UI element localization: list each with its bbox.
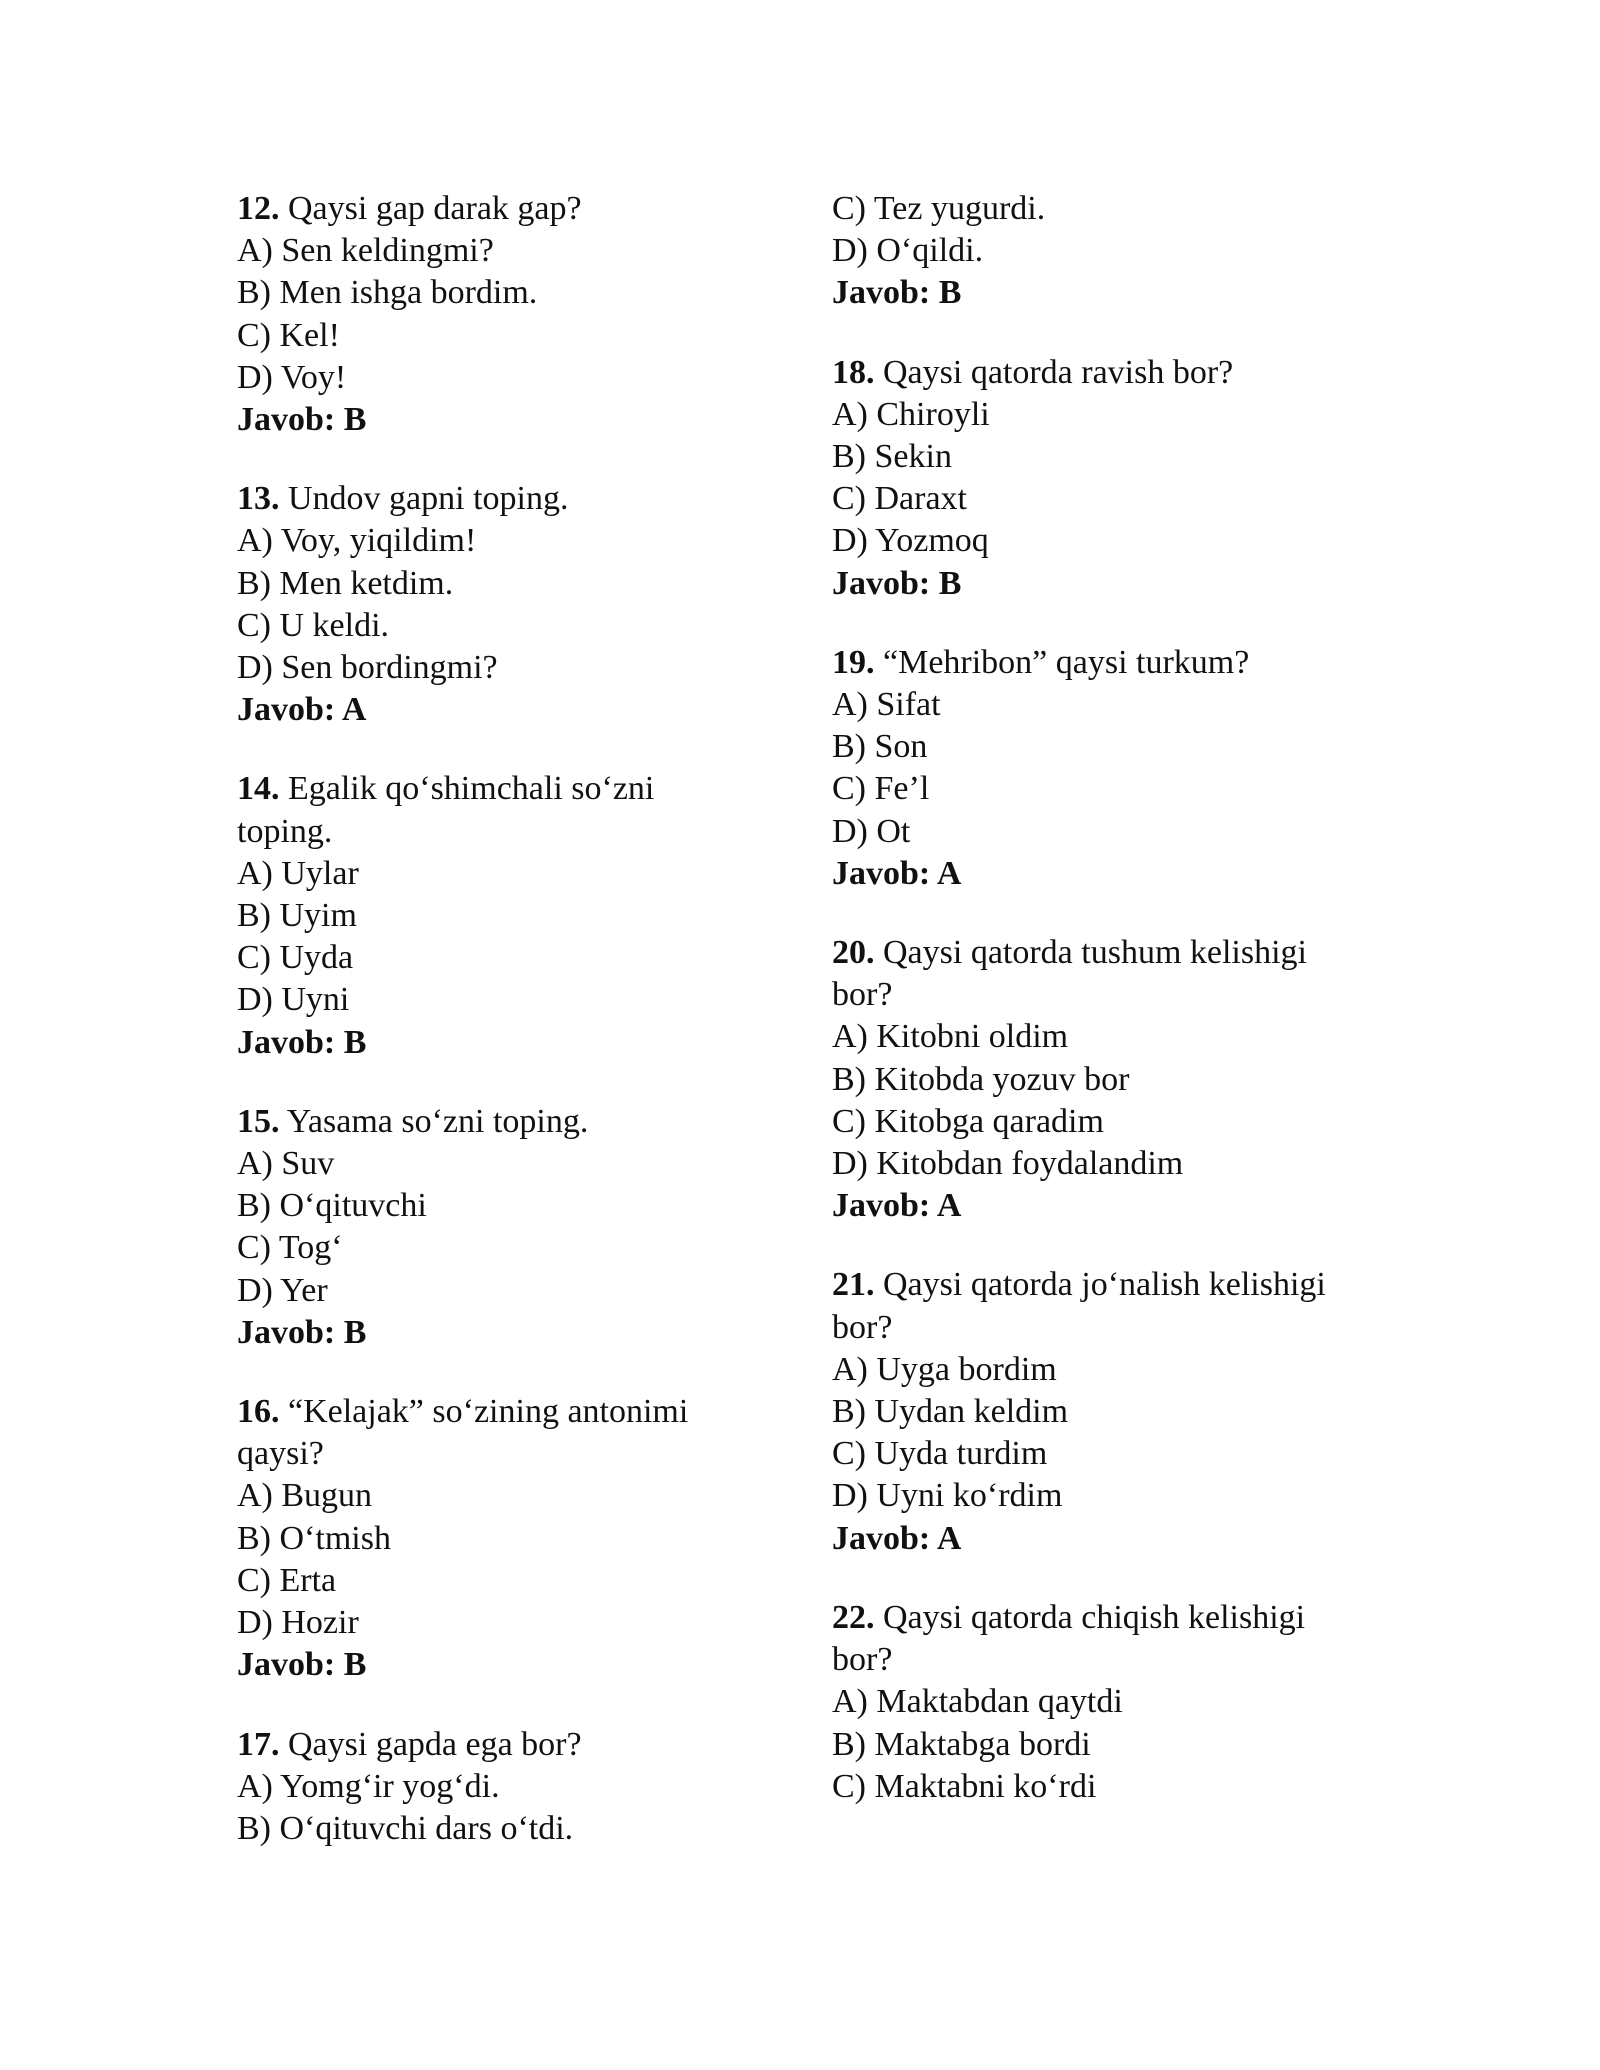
option-a: A) Voy, yiqildim! — [237, 522, 477, 560]
option-d: D) Uyni — [237, 981, 350, 1019]
option-d: D) Yozmoq — [832, 522, 989, 560]
question-number: 18. — [832, 353, 875, 391]
question-number: 22. — [832, 1598, 875, 1636]
question-text — [237, 188, 747, 230]
option-b: B) Maktabga bordi — [832, 1725, 1091, 1763]
option-b: B) O‘qituvchi — [237, 1187, 427, 1225]
question-number: 19. — [832, 643, 875, 681]
option-a: A) Uyga bordim — [832, 1350, 1057, 1388]
question-15 — [237, 1101, 757, 1354]
question-prompt: Qaysi qatorda chiqish kelishigi bor? — [832, 1598, 1306, 1679]
left-column — [237, 188, 757, 1887]
option-c: C) U keldi. — [237, 606, 390, 644]
option-b: B) Kitobda yozuv bor — [832, 1060, 1130, 1098]
question-13 — [237, 478, 757, 731]
question-prompt: “Kelajak” so‘zining antonimi qaysi? — [237, 1393, 689, 1473]
option-d: D) Sen bordingmi? — [237, 649, 498, 687]
question-19 — [832, 642, 1352, 895]
question-text — [832, 642, 1342, 684]
option-c: C) Uyda turdim — [832, 1435, 1048, 1473]
question-18 — [832, 352, 1352, 605]
option-c: C) Kitobga qaradim — [832, 1102, 1104, 1140]
question-prompt: Qaysi qatorda ravish bor? — [883, 353, 1234, 391]
option-a: A) Sen keldingmi? — [237, 232, 494, 270]
option-b: B) O‘tmish — [237, 1519, 391, 1557]
question-text — [832, 352, 1342, 394]
question-text — [832, 1597, 1342, 1681]
option-c: C) Tez yugurdi. — [832, 190, 1046, 227]
option-d: D) Kitobdan foydalandim — [832, 1145, 1184, 1183]
question-prompt: Qaysi gapda ega bor? — [288, 1725, 582, 1763]
option-b: B) Sekin — [832, 438, 952, 476]
question-text — [832, 1264, 1342, 1348]
question-12 — [237, 188, 757, 441]
answer-key: Javob: B — [237, 401, 367, 439]
option-a: A) Yomg‘ir yog‘di. — [237, 1767, 500, 1805]
answer-key: Javob: A — [237, 691, 367, 729]
answer-key: Javob: B — [237, 1023, 367, 1061]
option-a: A) Sifat — [832, 686, 941, 724]
option-d: D) Uyni ko‘rdim — [832, 1477, 1063, 1515]
option-a: A) Kitobni oldim — [832, 1018, 1069, 1056]
option-a: A) Uylar — [237, 854, 359, 892]
question-number: 13. — [237, 480, 280, 518]
question-number: 15. — [237, 1102, 280, 1140]
question-14 — [237, 768, 757, 1063]
option-c: C) Erta — [237, 1561, 337, 1599]
answer-key: Javob: A — [832, 854, 962, 892]
question-text — [237, 1724, 747, 1766]
option-c: C) Fe’l — [832, 770, 930, 808]
answer-key: Javob: B — [237, 1313, 367, 1351]
question-text — [237, 1391, 747, 1475]
question-21 — [832, 1264, 1352, 1559]
option-d: D) O‘qildi. — [832, 232, 984, 270]
option-b: B) Men ishga bordim. — [237, 274, 538, 312]
question-text — [237, 768, 747, 852]
question-prompt: “Mehribon” qaysi turkum? — [883, 643, 1250, 681]
option-d: D) Ot — [832, 812, 911, 850]
option-a: A) Chiroyli — [832, 395, 990, 433]
question-prompt: Yasama so‘zni toping. — [286, 1102, 589, 1140]
question-number: 14. — [237, 770, 280, 808]
option-a: A) Suv — [237, 1145, 335, 1183]
question-16 — [237, 1391, 757, 1686]
option-c: C) Kel! — [237, 316, 340, 354]
option-c: C) Maktabni ko‘rdi — [832, 1767, 1097, 1805]
option-b: B) Men ketdim. — [237, 564, 454, 602]
question-number: 17. — [237, 1725, 280, 1763]
answer-key: Javob: B — [832, 564, 962, 602]
question-prompt: Qaysi qatorda jo‘nalish kelishigi bor? — [832, 1266, 1326, 1346]
option-c: C) Daraxt — [832, 480, 968, 518]
question-number: 16. — [237, 1393, 280, 1431]
question-number: 21. — [832, 1266, 875, 1304]
option-a: A) Maktabdan qaytdi — [832, 1683, 1123, 1721]
question-prompt: Qaysi qatorda tushum kelishigi bor? — [832, 934, 1308, 1014]
question-number: 20. — [832, 934, 875, 972]
option-b: B) Uyim — [237, 897, 357, 935]
question-17-continued — [832, 188, 1352, 315]
option-c: C) Tog‘ — [237, 1229, 343, 1267]
question-text — [832, 932, 1342, 1016]
option-b: B) O‘qituvchi dars o‘tdi. — [237, 1809, 574, 1847]
answer-key: Javob: A — [832, 1187, 962, 1225]
option-d: D) Voy! — [237, 358, 347, 396]
question-prompt: Egalik qo‘shimchali so‘zni toping. — [237, 770, 655, 850]
question-20 — [832, 932, 1352, 1227]
option-c: C) Uyda — [237, 939, 354, 977]
answer-key: Javob: B — [237, 1646, 367, 1684]
question-text — [237, 478, 747, 520]
question-text — [237, 1101, 747, 1143]
answer-key: Javob: A — [832, 1519, 962, 1557]
right-column — [832, 188, 1352, 1845]
question-prompt: Qaysi gap darak gap? — [288, 190, 582, 227]
answer-key: Javob: B — [832, 274, 962, 312]
option-b: B) Son — [832, 728, 928, 766]
option-d: D) Hozir — [237, 1604, 359, 1642]
question-prompt: Undov gapni toping. — [288, 480, 569, 518]
question-22 — [832, 1597, 1352, 1808]
option-b: B) Uydan keldim — [832, 1393, 1069, 1431]
option-a: A) Bugun — [237, 1477, 373, 1515]
question-17 — [237, 1724, 757, 1851]
question-number: 12. — [237, 190, 280, 227]
option-d: D) Yer — [237, 1271, 328, 1309]
